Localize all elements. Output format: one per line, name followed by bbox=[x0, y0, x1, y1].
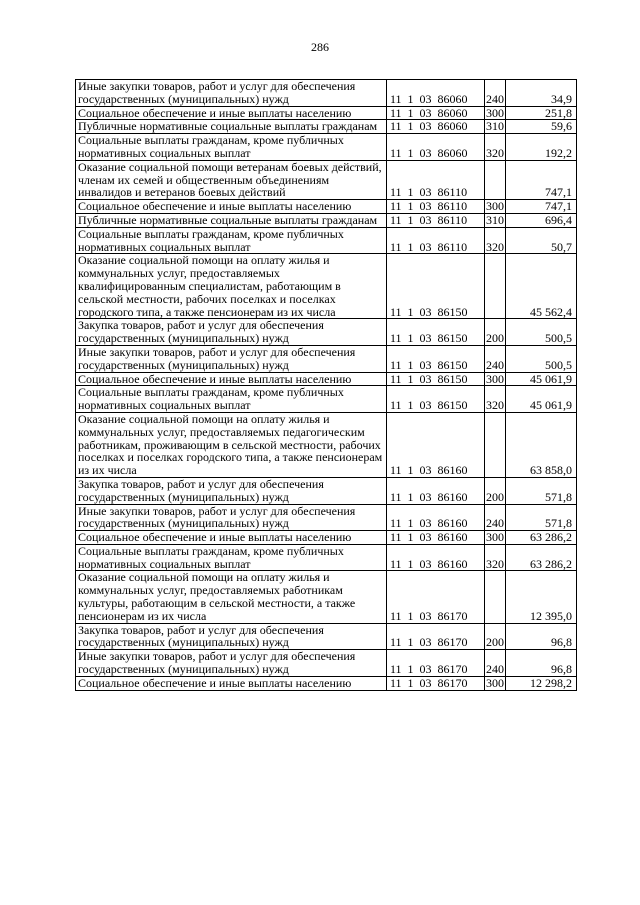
row-vr-cell: 320 bbox=[485, 134, 506, 161]
row-code-cell: 11 1 03 86060 bbox=[387, 106, 485, 120]
row-code-cell: 11 1 03 86060 bbox=[387, 134, 485, 161]
row-vr-cell: 300 bbox=[486, 105, 504, 120]
budget-table bbox=[75, 79, 577, 691]
row-vr-cell: 240 bbox=[485, 345, 506, 372]
row-vr-cell: 240 bbox=[485, 80, 506, 107]
row-code-cell: 11 1 03 86170 bbox=[387, 676, 485, 690]
table-row bbox=[76, 412, 577, 477]
table-row bbox=[76, 676, 577, 690]
row-sum-cell: 45 061,9 bbox=[506, 372, 577, 386]
row-sum-cell: 251,8 bbox=[506, 106, 577, 120]
row-sum-cell: 34,9 bbox=[506, 80, 577, 107]
row-code-cell: 11 1 03 86150 bbox=[387, 345, 485, 372]
row-vr-cell: 240 bbox=[485, 650, 506, 677]
row-sum-cell: 45 562,4 bbox=[506, 254, 577, 319]
row-vr-cell: 310 bbox=[486, 119, 504, 134]
row-code-cell: 11 1 03 86170 bbox=[387, 650, 485, 677]
row-name-cell: Закупка товаров, работ и услуг для обеспечения государственных (муниципальных) нужд bbox=[76, 319, 387, 346]
row-name-cell: Оказание социальной помощи на оплату жилья и коммунальных услуг, предоставляемых педагогическим работникам, проживающим в сельской местности, рабочих поселках и поселках городского типа, а также пенсионерам из их числа bbox=[76, 412, 387, 477]
row-vr-cell: 300 bbox=[486, 371, 504, 386]
row-name-cell: Социальное обеспечение и иные выплаты населению bbox=[76, 200, 387, 214]
row-vr-cell: 310 bbox=[486, 212, 504, 227]
row-code-cell: 11 1 03 86110 bbox=[387, 160, 485, 199]
row-code-cell: 11 1 03 86110 bbox=[387, 213, 485, 227]
table-row bbox=[76, 345, 577, 372]
row-vr-cell: 320 bbox=[485, 544, 506, 571]
row-name-cell: Иные закупки товаров, работ и услуг для обеспечения государственных (муниципальных) нужд bbox=[76, 650, 387, 677]
row-vr-cell: 300 bbox=[486, 530, 504, 545]
row-vr-cell: 300 bbox=[486, 199, 504, 214]
row-vr-cell: 240 bbox=[485, 504, 506, 531]
row-sum-cell: 747,1 bbox=[506, 200, 577, 214]
row-name-cell: Иные закупки товаров, работ и услуг для обеспечения государственных (муниципальных) нужд bbox=[76, 345, 387, 372]
table-row bbox=[76, 650, 577, 677]
table-row bbox=[76, 106, 577, 120]
row-name-cell: Социальные выплаты гражданам, кроме публичных нормативных социальных выплат bbox=[76, 544, 387, 571]
row-code-cell: 11 1 03 86170 bbox=[387, 623, 485, 650]
row-sum-cell: 59,6 bbox=[506, 120, 577, 134]
row-sum-cell: 63 286,2 bbox=[506, 544, 577, 571]
row-code-cell: 11 1 03 86160 bbox=[387, 412, 485, 477]
row-name-cell: Оказание социальной помощи ветеранам боевых действий, членам их семей и общественным объединениям инвалидов и ветеранов боевых действий bbox=[76, 160, 387, 199]
row-sum-cell: 571,8 bbox=[506, 477, 577, 504]
row-vr-cell: 200 bbox=[485, 319, 506, 346]
table-row bbox=[76, 504, 577, 531]
row-name-cell: Закупка товаров, работ и услуг для обеспечения государственных (муниципальных) нужд bbox=[76, 477, 387, 504]
row-name-cell: Иные закупки товаров, работ и услуг для обеспечения государственных (муниципальных) нужд bbox=[76, 504, 387, 531]
row-sum-cell: 571,8 bbox=[506, 504, 577, 531]
row-sum-cell: 500,5 bbox=[506, 319, 577, 346]
row-sum-cell: 96,8 bbox=[506, 650, 577, 677]
row-code-cell: 11 1 03 86060 bbox=[387, 80, 485, 107]
row-code-cell: 11 1 03 86060 bbox=[387, 120, 485, 134]
row-sum-cell: 63 858,0 bbox=[506, 412, 577, 477]
row-code-cell: 11 1 03 86150 bbox=[387, 386, 485, 413]
row-code-cell: 11 1 03 86160 bbox=[387, 504, 485, 531]
row-vr-cell: 200 bbox=[485, 477, 506, 504]
row-vr-cell bbox=[485, 160, 506, 199]
row-sum-cell: 96,8 bbox=[506, 623, 577, 650]
row-code-cell: 11 1 03 86150 bbox=[387, 372, 485, 386]
row-sum-cell: 12 395,0 bbox=[506, 571, 577, 623]
row-sum-cell: 500,5 bbox=[506, 345, 577, 372]
row-vr-cell bbox=[485, 254, 506, 319]
row-name-cell: Социальное обеспечение и иные выплаты населению bbox=[76, 676, 387, 690]
row-sum-cell: 63 286,2 bbox=[506, 531, 577, 545]
table-row bbox=[76, 80, 577, 107]
row-vr-cell: 200 bbox=[485, 623, 506, 650]
row-name-cell: Оказание социальной помощи на оплату жилья и коммунальных услуг, предоставляемых работникам культуры, работающим в сельской местности, а также пенсионерам из их числа bbox=[76, 571, 387, 623]
table-row bbox=[76, 386, 577, 413]
row-name-cell: Социальные выплаты гражданам, кроме публичных нормативных социальных выплат bbox=[76, 227, 387, 254]
row-sum-cell: 192,2 bbox=[506, 134, 577, 161]
row-name-cell: Оказание социальной помощи на оплату жилья и коммунальных услуг, предоставляемых квалифицированным специалистам, работающим в сельской местности, рабочих поселках и поселках городского типа, а также пенсионерам из их числа bbox=[76, 254, 387, 319]
table-row bbox=[76, 160, 577, 199]
table-row bbox=[76, 531, 577, 545]
row-vr-cell bbox=[485, 571, 506, 623]
row-name-cell: Публичные нормативные социальные выплаты гражданам bbox=[76, 120, 387, 134]
row-sum-cell: 696,4 bbox=[506, 213, 577, 227]
row-vr-cell bbox=[485, 412, 506, 477]
table-row bbox=[76, 372, 577, 386]
table-row bbox=[76, 544, 577, 571]
row-name-cell: Социальные выплаты гражданам, кроме публичных нормативных социальных выплат bbox=[76, 134, 387, 161]
table-row bbox=[76, 571, 577, 623]
row-code-cell: 11 1 03 86160 bbox=[387, 531, 485, 545]
row-name-cell: Закупка товаров, работ и услуг для обеспечения государственных (муниципальных) нужд bbox=[76, 623, 387, 650]
row-name-cell: Иные закупки товаров, работ и услуг для обеспечения государственных (муниципальных) нужд bbox=[76, 80, 387, 107]
row-vr-cell: 320 bbox=[485, 386, 506, 413]
row-name-cell: Социальные выплаты гражданам, кроме публичных нормативных социальных выплат bbox=[76, 386, 387, 413]
table-row bbox=[76, 477, 577, 504]
row-sum-cell: 747,1 bbox=[506, 160, 577, 199]
row-code-cell: 11 1 03 86110 bbox=[387, 227, 485, 254]
row-sum-cell: 50,7 bbox=[506, 227, 577, 254]
row-vr-cell: 320 bbox=[485, 227, 506, 254]
row-name-cell: Социальное обеспечение и иные выплаты населению bbox=[76, 372, 387, 386]
row-vr-cell: 300 bbox=[486, 675, 504, 690]
table-row bbox=[76, 120, 577, 134]
table-row bbox=[76, 227, 577, 254]
row-code-cell: 11 1 03 86160 bbox=[387, 477, 485, 504]
row-code-cell: 11 1 03 86150 bbox=[387, 319, 485, 346]
row-sum-cell: 45 061,9 bbox=[506, 386, 577, 413]
page-number: 286 bbox=[311, 40, 329, 54]
row-code-cell: 11 1 03 86150 bbox=[387, 254, 485, 319]
row-code-cell: 11 1 03 86110 bbox=[387, 200, 485, 214]
budget-table-body bbox=[76, 80, 577, 691]
table-row bbox=[76, 200, 577, 214]
table-row bbox=[76, 319, 577, 346]
row-code-cell: 11 1 03 86160 bbox=[387, 544, 485, 571]
table-row bbox=[76, 623, 577, 650]
row-sum-cell: 12 298,2 bbox=[506, 676, 577, 690]
table-row bbox=[76, 213, 577, 227]
table-row bbox=[76, 134, 577, 161]
row-code-cell: 11 1 03 86170 bbox=[387, 571, 485, 623]
row-name-cell: Публичные нормативные социальные выплаты гражданам bbox=[76, 213, 387, 227]
row-name-cell: Социальное обеспечение и иные выплаты населению bbox=[76, 531, 387, 545]
row-name-cell: Социальное обеспечение и иные выплаты населению bbox=[76, 106, 387, 120]
table-row bbox=[76, 254, 577, 319]
